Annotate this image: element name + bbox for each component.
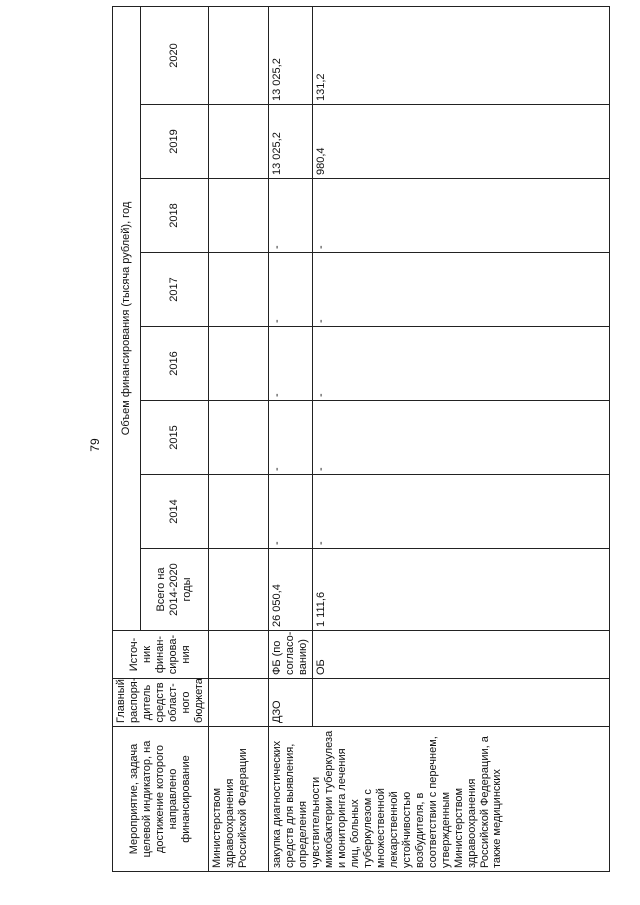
row-2-source: ФБ (по согласо-ванию) <box>269 631 313 679</box>
row-3-year-2019: 980,4 <box>313 105 610 179</box>
table-row <box>209 6 269 871</box>
row-2-year-2015: - <box>269 401 313 475</box>
row-2-manager: ДЗО <box>269 679 313 727</box>
row-2-year-2014: - <box>269 475 313 549</box>
row-1-source <box>209 631 269 679</box>
row-1-year-2015 <box>209 401 269 475</box>
row-2-total: 26 050,4 <box>269 549 313 631</box>
row-2-year-2016: - <box>269 327 313 401</box>
header-year-2017: 2017 <box>141 253 209 327</box>
row-1-year-2019 <box>209 105 269 179</box>
financing-table <box>112 6 610 872</box>
header-manager: Главный распоря-дитель средств област-ного бюджета <box>113 679 209 727</box>
header-total: Всего на 2014-2020 годы <box>141 549 209 631</box>
header-year-2016: 2016 <box>141 327 209 401</box>
row-2-measure: закупка диагностических средств для выявления, определения чувствительности микобактерии туберкулеза и мониторинга лечения лиц, больных туберкулезом с множественной лекарственной устойчивостью возбудителя, в соответствии с перечнем, утвержденным Министерством здравоохранения Российской Федерации, а также медицинских <box>269 727 610 872</box>
header-year-2015: 2015 <box>141 401 209 475</box>
row-1-year-2017 <box>209 253 269 327</box>
row-3-year-2016: - <box>313 327 610 401</box>
header-funding-group: Объем финансирования (тысяча рублей), год <box>113 6 141 630</box>
row-3-total: 1 111,6 <box>313 549 610 631</box>
row-3-year-2017: - <box>313 253 610 327</box>
row-1-year-2018 <box>209 179 269 253</box>
header-year-2018: 2018 <box>141 179 209 253</box>
row-1-total <box>209 549 269 631</box>
row-1-year-2016 <box>209 327 269 401</box>
row-1-manager <box>209 679 269 727</box>
financing-table-container <box>112 27 610 872</box>
row-1-year-2014 <box>209 475 269 549</box>
row-3-source: ОБ <box>313 631 610 679</box>
row-2-year-2018: - <box>269 179 313 253</box>
row-2-year-2020: 13 025,2 <box>269 6 313 104</box>
row-3-year-2018: - <box>313 179 610 253</box>
table-row <box>269 6 313 871</box>
row-2-year-2017: - <box>269 253 313 327</box>
header-year-2020: 2020 <box>141 6 209 104</box>
header-year-2014: 2014 <box>141 475 209 549</box>
row-2-year-2019: 13 025,2 <box>269 105 313 179</box>
row-3-year-2020: 131,2 <box>313 6 610 104</box>
row-3-year-2015: - <box>313 401 610 475</box>
header-measure: Мероприятие, задача целевой индикатор, на достижение которого направлено финансирование <box>113 727 209 872</box>
row-3-year-2014: - <box>313 475 610 549</box>
row-1-measure: Министерством здравоохранения Российской Федерации <box>209 727 269 872</box>
row-1-year-2020 <box>209 6 269 104</box>
row-3-manager <box>313 679 610 727</box>
page-number: 79 <box>88 438 102 452</box>
header-source: Источ-ник финан-сирова-ния <box>113 631 209 679</box>
header-year-2019: 2019 <box>141 105 209 179</box>
